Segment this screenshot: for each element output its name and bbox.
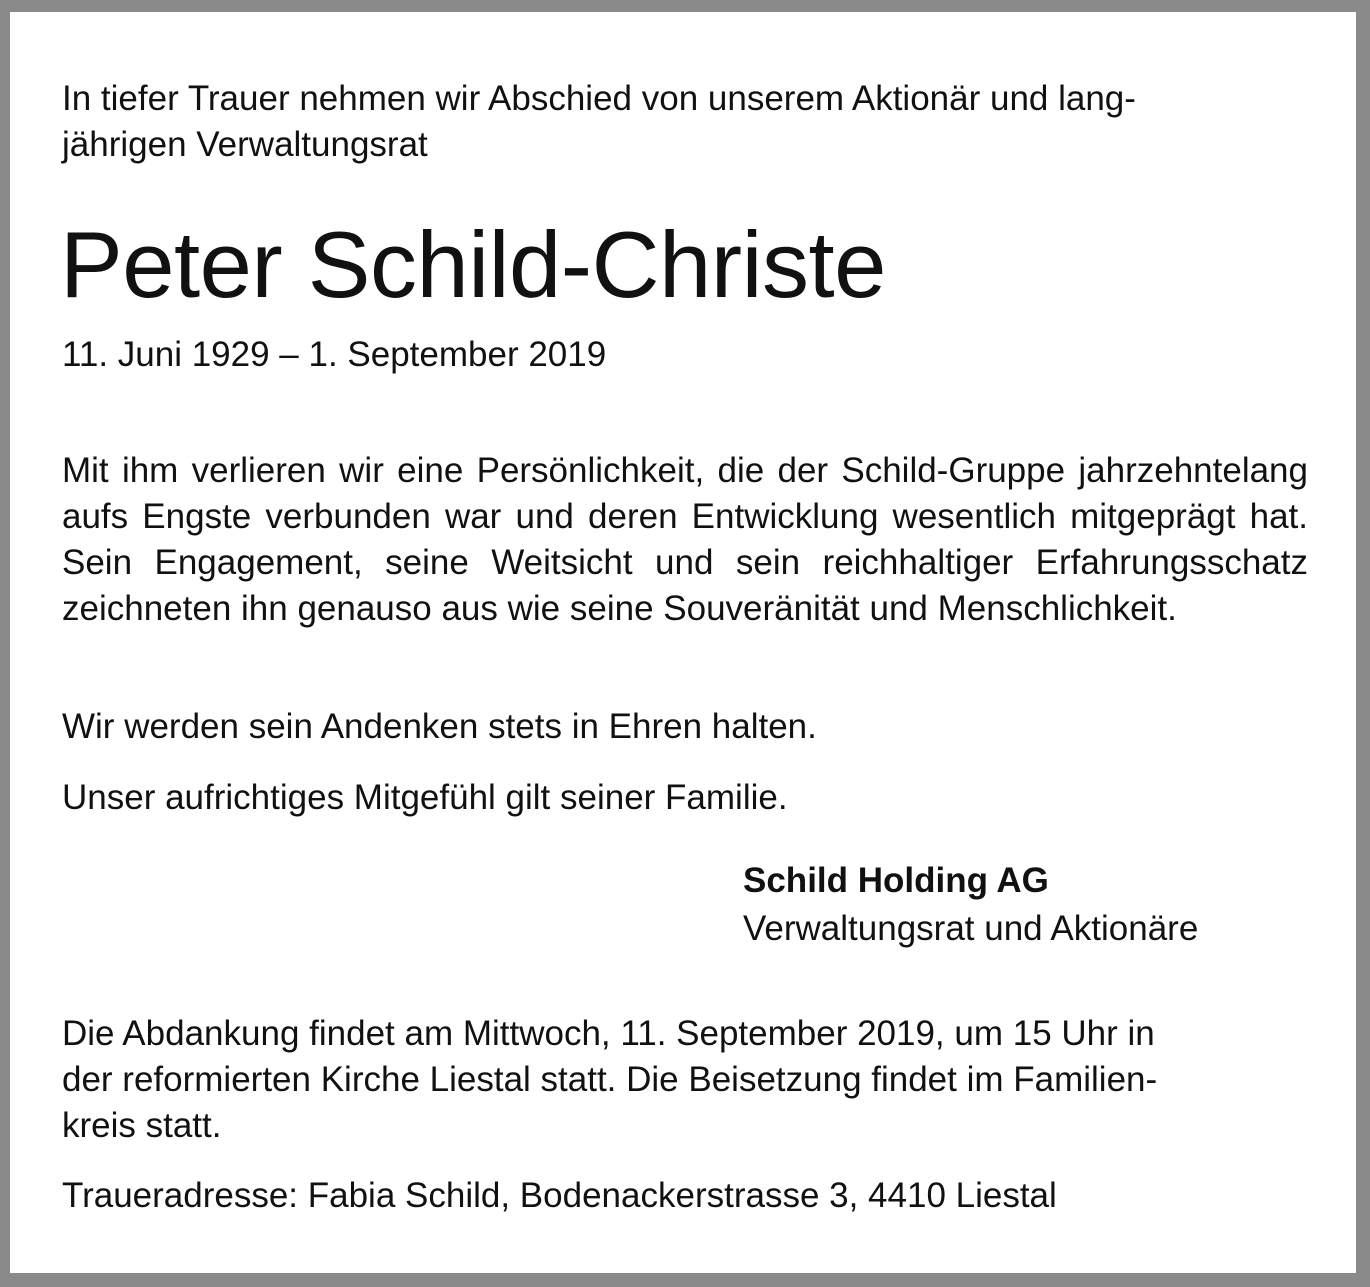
intro-line: jährigen Verwaltungsrat [62,125,428,164]
service-info [62,1011,1308,1149]
intro-line: In tiefer Trauer nehmen wir Abschied von unserem Aktionär und lang- [62,79,1136,118]
service-line: der reformierten Kirche Liestal statt. Die Beisetzung findet im Familien- [62,1060,1158,1099]
obituary-notice [10,12,1356,1273]
signatory-role: Verwaltungsrat und Aktionäre [743,909,1199,948]
service-line: kreis statt. [62,1106,222,1145]
life-dates: 11. Juni 1929 – 1. September 2019 [62,335,607,374]
intro-text [62,76,1308,168]
service-line: Die Abdankung findet am Mittwoch, 11. September 2019, um 15 Uhr in [62,1014,1155,1053]
remembrance-text: Wir werden sein Andenken stets in Ehren halten. [62,707,817,746]
signature-block [743,857,1198,953]
mourning-address: Traueradresse: Fabia Schild, Bodenackerstrasse 3, 4410 Liestal [62,1176,1057,1215]
deceased-name: Peter Schild-Christe [60,212,886,317]
company-name: Schild Holding AG [743,861,1049,900]
tribute-paragraph: Mit ihm verlieren wir eine Persönlichkeit, die der Schild-Gruppe jahrzehntelang aufs Engste verbunden war und deren Entwicklung wesentlich mitgeprägt hat. Sein Engagement, seine Weitsicht und sein reichhaltiger Erfahrungsschatz zeichneten ihn genauso aus wie seine Souveränität und Menschlichkeit. [62,451,1308,628]
condolence-text: Unser aufrichtiges Mitgefühl gilt seiner Familie. [62,778,788,817]
